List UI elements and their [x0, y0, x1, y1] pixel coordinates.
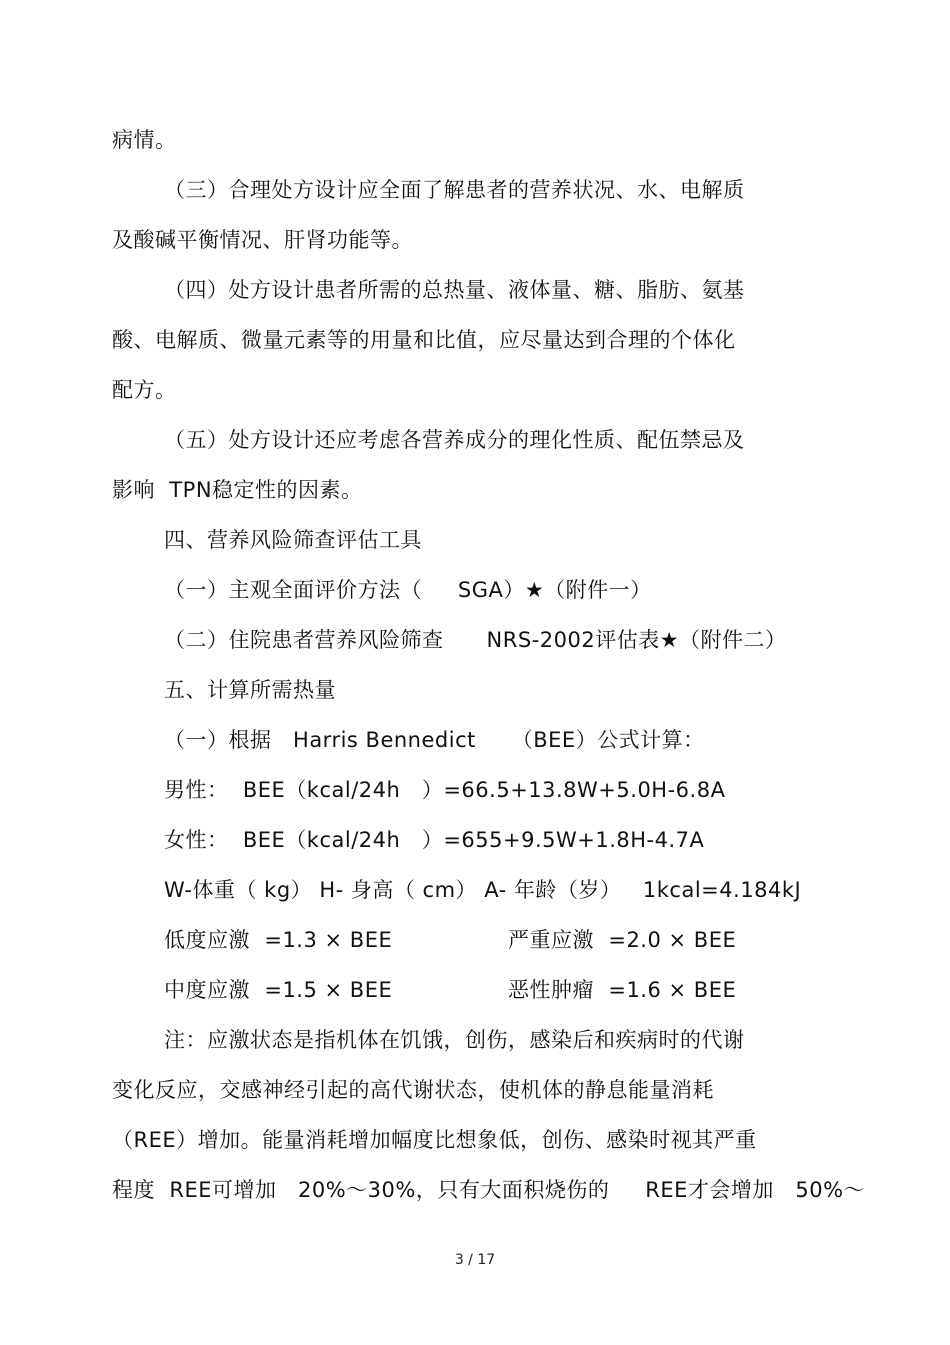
paragraph-line: （二）住院患者营养风险筛查 NRS-2002评估表★（附件二） — [164, 628, 787, 652]
paragraph-line: 配方。 — [112, 378, 177, 402]
section-heading: 五、计算所需热量 — [164, 678, 336, 702]
section-heading: 四、营养风险筛查评估工具 — [164, 528, 422, 552]
formula-line: 男性： BEE（kcal/24h ）=66.5+13.8W+5.0H-6.8A — [164, 778, 726, 802]
paragraph-line: 影响 TPN稳定性的因素。 — [112, 478, 363, 502]
paragraph-line: 病情。 — [112, 128, 177, 152]
paragraph-line: 酸、电解质、微量元素等的用量和比值，应尽量达到合理的个体化 — [112, 328, 736, 352]
paragraph-line: （三）合理处方设计应全面了解患者的营养状况、水、电解质 — [164, 178, 745, 202]
paragraph-line: （五）处方设计还应考虑各营养成分的理化性质、配伍禁忌及 — [164, 428, 745, 452]
formula-legend: W-体重（ kg） H- 身高（ cm） A- 年龄（岁） 1kcal=4.184kJ — [164, 878, 802, 902]
note-line: 程度 REE可增加 20%～30%，只有大面积烧伤的 REE才会增加 50%～ — [112, 1178, 866, 1202]
page-number: 3 / 17 — [454, 1252, 496, 1268]
stress-factor: 低度应激 =1.3 × BEE — [164, 928, 393, 952]
paragraph-line: 及酸碱平衡情况、肝肾功能等。 — [112, 228, 413, 252]
note-line: 注：应激状态是指机体在饥饿，创伤，感染后和疾病时的代谢 — [164, 1028, 745, 1052]
stress-factor: 恶性肿瘤 =1.6 × BEE — [508, 978, 737, 1002]
stress-factor: 中度应激 =1.5 × BEE — [164, 978, 393, 1002]
paragraph-line: （一）主观全面评价方法（ SGA）★（附件一） — [164, 578, 652, 602]
paragraph-line: （一）根据 Harris Bennedict （BEE）公式计算： — [164, 728, 705, 752]
stress-factor: 严重应激 =2.0 × BEE — [508, 928, 737, 952]
paragraph-line: （四）处方设计患者所需的总热量、液体量、糖、脂肪、氨基 — [164, 278, 745, 302]
formula-line: 女性： BEE（kcal/24h ）=655+9.5W+1.8H-4.7A — [164, 828, 705, 852]
note-line: 变化反应，交感神经引起的高代谢状态，使机体的静息能量消耗 — [112, 1078, 714, 1102]
note-line: （REE）增加。能量消耗增加幅度比想象低，创伤、感染时视其严重 — [112, 1128, 757, 1152]
